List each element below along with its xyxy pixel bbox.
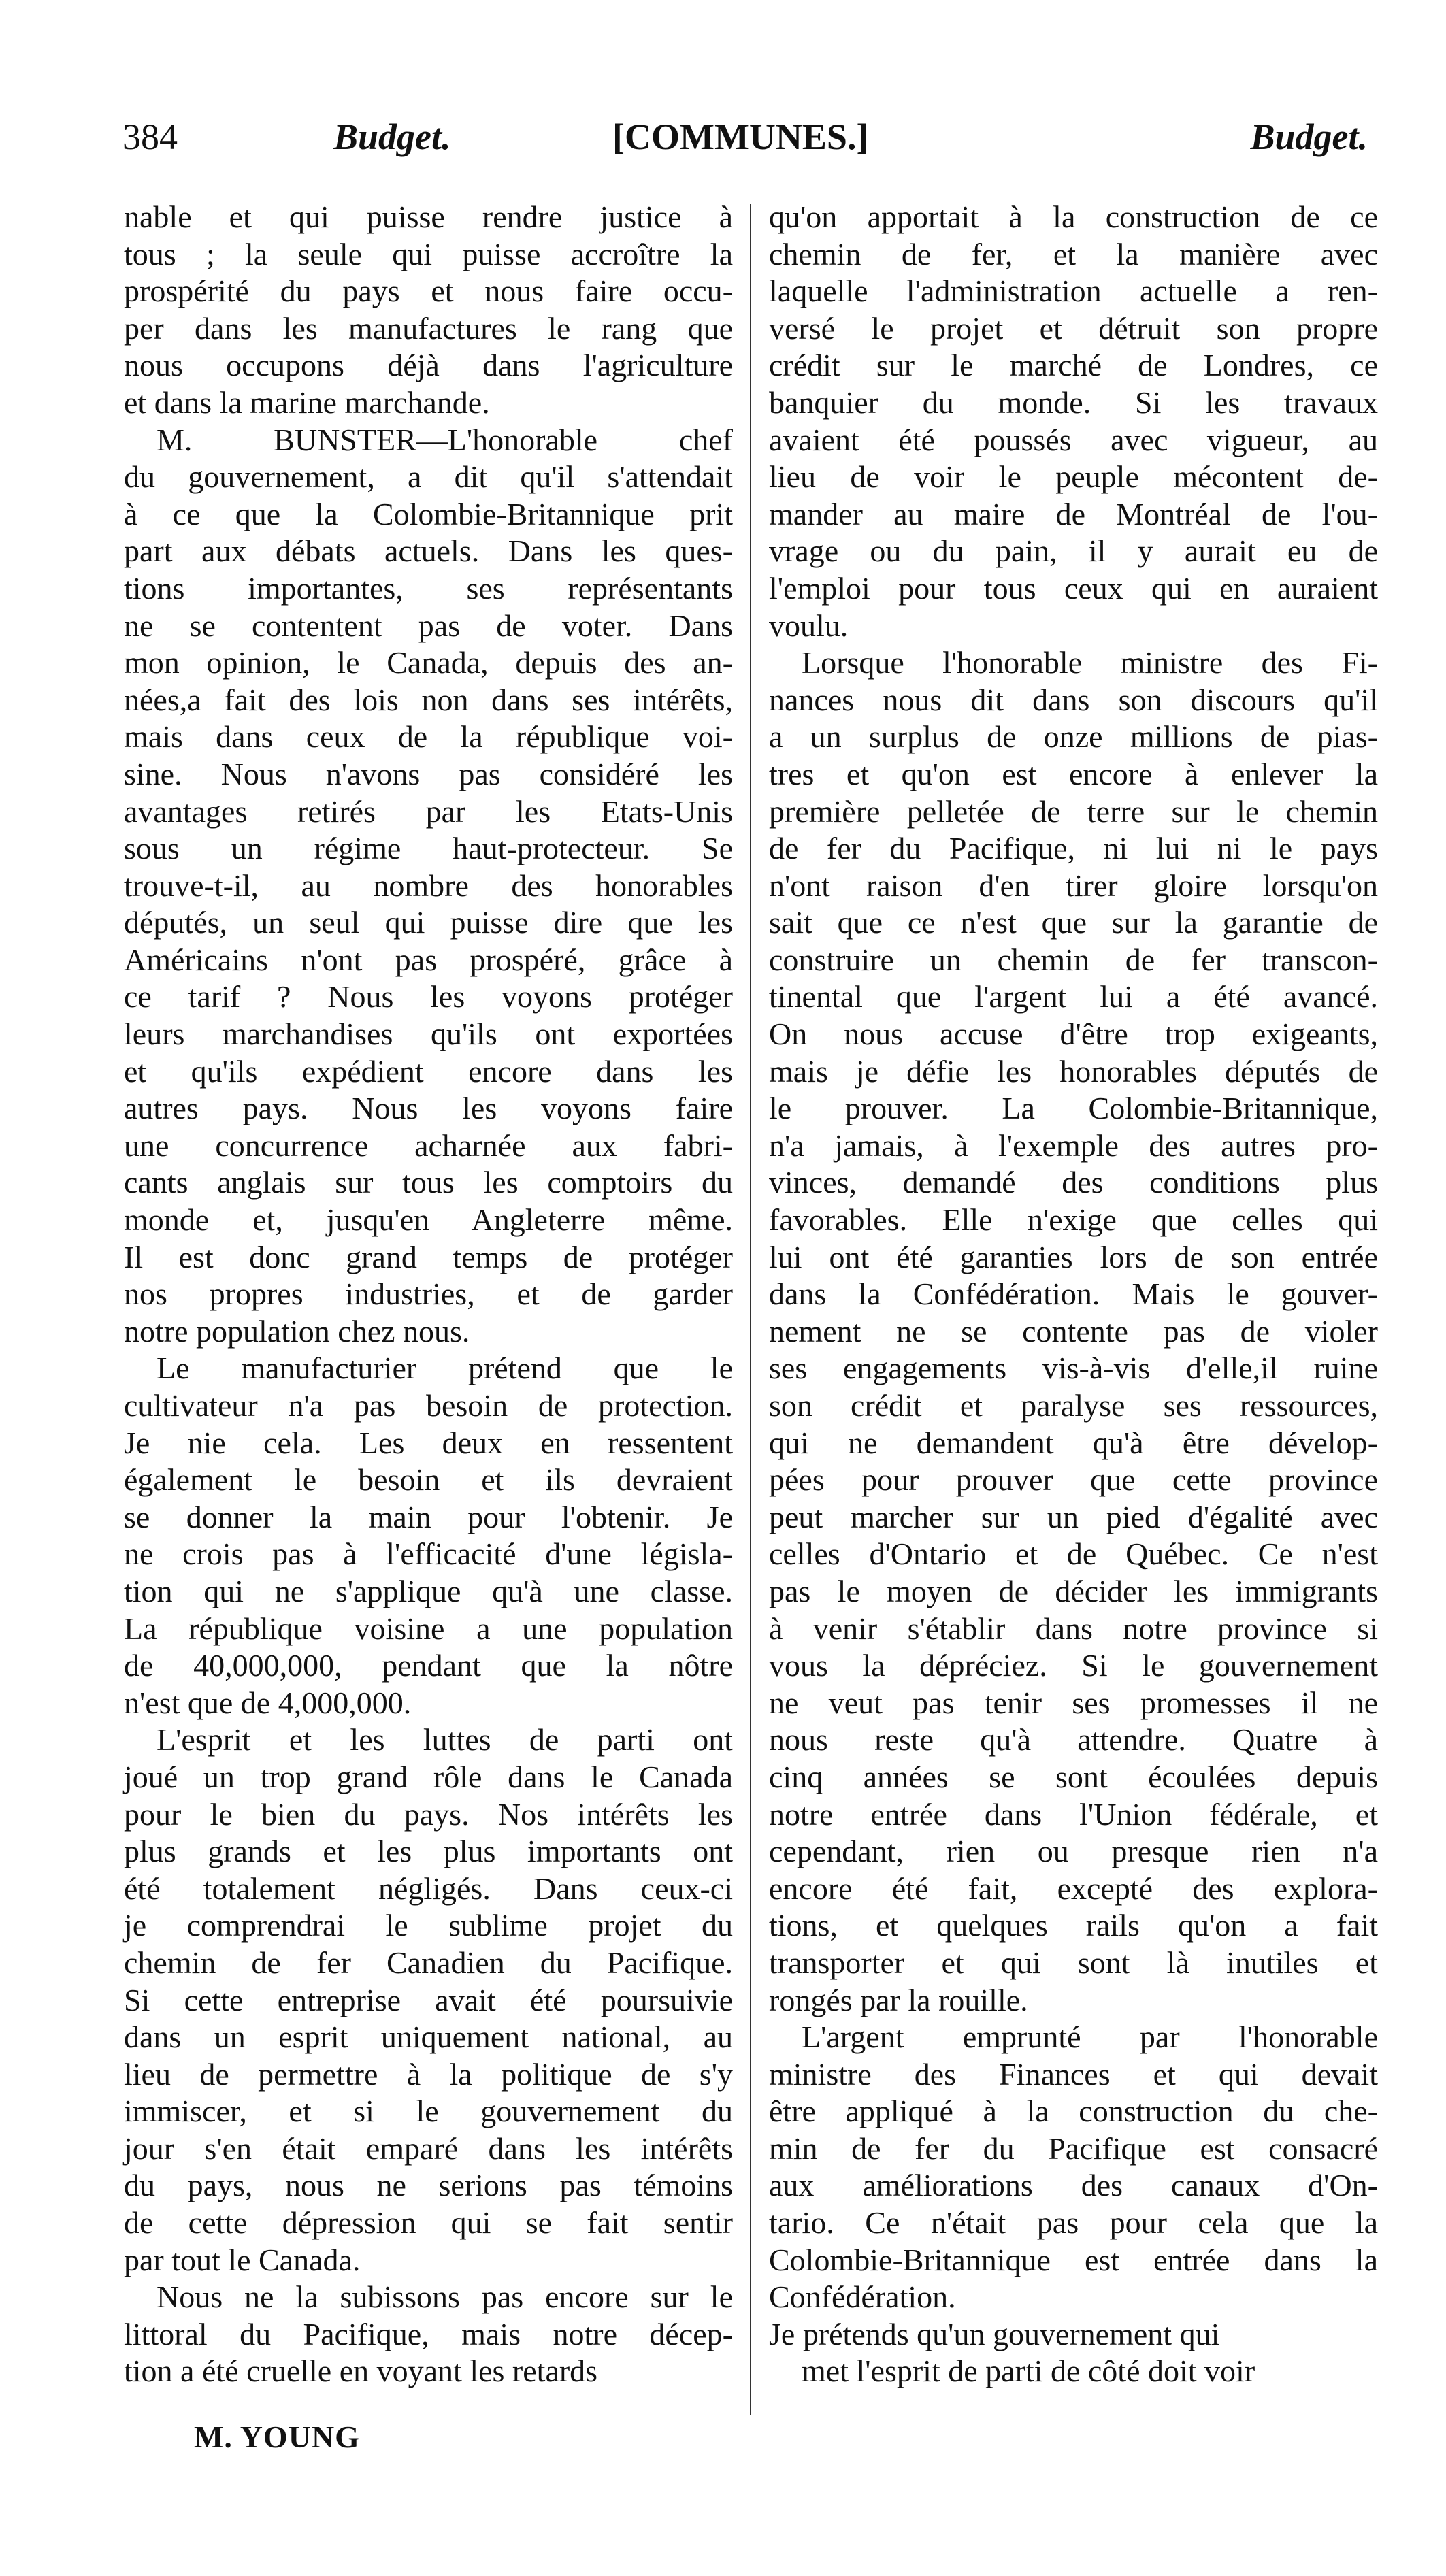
text-line: tinental que l'argent lui a été avancé.: [769, 979, 1378, 1014]
left-column: [124, 199, 733, 2390]
text-line: lieu de voir le peuple mécontent de-: [769, 459, 1378, 495]
text-line: Colombie-Britannique est entrée dans la: [769, 2242, 1378, 2277]
text-line: On nous accuse d'être trop exigeants,: [769, 1017, 1378, 1052]
text-line: min de fer du Pacifique est consacré: [769, 2130, 1378, 2166]
text-line: chemin de fer, et la manière avec: [769, 236, 1378, 271]
text-line: ce tarif ? Nous les voyons protéger: [124, 979, 733, 1014]
text-line: n'a jamais, à l'exemple des autres pro-: [769, 1127, 1378, 1163]
text-line: du pays, nous ne serions pas témoins: [124, 2168, 733, 2203]
text-line: vrage ou du pain, il y aurait eu de: [769, 533, 1378, 569]
text-line: et dans la marine marchande.: [124, 384, 490, 420]
text-line: versé le projet et détruit son propre: [769, 310, 1378, 346]
text-line: banquier du monde. Si les travaux: [769, 384, 1378, 420]
text-line: tions, et quelques rails qu'on a fait: [769, 1908, 1378, 1943]
text-line: se donner la main pour l'obtenir. Je: [124, 1499, 733, 1534]
text-line: mais dans ceux de la république voi-: [124, 719, 733, 755]
text-line: pées pour prouver que cette province: [769, 1462, 1378, 1498]
text-line: autres pays. Nous les voyons faire: [124, 1091, 733, 1126]
column-divider: [750, 204, 751, 2415]
text-line: L'esprit et les luttes de parti ont: [157, 1722, 733, 1757]
text-line: laquelle l'administration actuelle a ren-: [769, 274, 1378, 309]
text-line: Américains n'ont pas prospéré, grâce à: [124, 942, 733, 977]
text-line: notre population chez nous.: [124, 1313, 470, 1349]
text-line: avaient été poussés avec vigueur, au: [769, 422, 1378, 457]
text-line: aux améliorations des canaux d'On-: [769, 2168, 1378, 2203]
text-line: prospérité du pays et nous faire occu-: [124, 274, 733, 309]
text-line: par tout le Canada.: [124, 2242, 361, 2277]
text-line: également le besoin et ils devraient: [124, 1462, 733, 1498]
speaker-signoff: M. YOUNG: [194, 2420, 360, 2454]
text-line: qui ne demandent qu'à être dévelop-: [769, 1425, 1378, 1460]
text-line: ne se contentent pas de voter. Dans: [124, 608, 733, 643]
text-line: une concurrence acharnée aux fabri-: [124, 1127, 733, 1163]
text-line: per dans les manufactures le rang que: [124, 310, 733, 346]
text-line: pas le moyen de décider les immigrants: [769, 1573, 1378, 1608]
text-line: sait que ce n'est que sur la garantie de: [769, 905, 1378, 940]
text-line: tions importantes, ses représentants: [124, 570, 733, 606]
text-line: nous reste qu'à attendre. Quatre à: [769, 1722, 1378, 1757]
text-line: à venir s'établir dans notre province si: [769, 1611, 1378, 1646]
text-line: joué un trop grand rôle dans le Canada: [124, 1759, 733, 1794]
right-column: [769, 199, 1378, 2390]
text-line: Lorsque l'honorable ministre des Fi-: [802, 645, 1378, 680]
text-line: construire un chemin de fer transcon-: [769, 942, 1378, 977]
text-line: n'ont raison d'en tirer gloire lorsqu'on: [769, 868, 1378, 903]
text-line: tres et qu'on est encore à enlever la: [769, 756, 1378, 791]
text-line: Nous ne la subissons pas encore sur le: [157, 2279, 733, 2315]
text-line: première pelletée de terre sur le chemin: [769, 793, 1378, 829]
text-line: plus grands et les plus importants ont: [124, 1834, 733, 1869]
text-line: favorables. Elle n'exige que celles qui: [769, 1202, 1378, 1238]
text-line: l'emploi pour tous ceux qui en auraient: [769, 570, 1378, 606]
text-line: nos propres industries, et de garder: [124, 1276, 733, 1312]
text-line: sine. Nous n'avons pas considéré les: [124, 756, 733, 791]
text-line: transporter et qui sont là inutiles et: [769, 1945, 1378, 1980]
running-head-center: [COMMUNES.]: [612, 116, 869, 157]
text-line: ministre des Finances et qui devait: [769, 2056, 1378, 2092]
text-line: jour s'en était emparé dans les intérêts: [124, 2130, 733, 2166]
text-line: mon opinion, le Canada, depuis des an-: [124, 645, 733, 680]
running-head-right: Budget.: [1250, 116, 1368, 157]
text-line: cependant, rien ou presque rien n'a: [769, 1834, 1378, 1869]
text-line: Confédération.: [769, 2279, 956, 2315]
text-line: tion qui ne s'applique qu'à une classe.: [124, 1573, 733, 1608]
text-line: de 40,000,000, pendant que la nôtre: [124, 1648, 733, 1683]
text-line: leurs marchandises qu'ils ont exportées: [124, 1017, 733, 1052]
text-line: du gouvernement, a dit qu'il s'attendait: [124, 459, 733, 495]
text-line: qu'on apportait à la construction de ce: [769, 199, 1378, 234]
text-line: tario. Ce n'était pas pour cela que la: [769, 2205, 1378, 2241]
text-line: lieu de permettre à la politique de s'y: [124, 2056, 733, 2092]
text-line: L'argent emprunté par l'honorable: [802, 2019, 1378, 2055]
text-line: de fer du Pacifique, ni lui ni le pays: [769, 831, 1378, 866]
text-line: avantages retirés par les Etats-Unis: [124, 793, 733, 829]
text-line: nable et qui puisse rendre justice à: [124, 199, 733, 234]
text-line: crédit sur le marché de Londres, ce: [769, 348, 1378, 383]
text-line: part aux débats actuels. Dans les ques-: [124, 533, 733, 569]
text-line: mander au maire de Montréal de l'ou-: [769, 496, 1378, 531]
text-line: nement ne se contente pas de violer: [769, 1313, 1378, 1349]
text-line: être appliqué à la construction du che-: [769, 2094, 1378, 2129]
text-line: a un surplus de onze millions de pias-: [769, 719, 1378, 755]
text-line: chemin de fer Canadien du Pacifique.: [124, 1945, 733, 1980]
text-line: été totalement négligés. Dans ceux-ci: [124, 1870, 733, 1906]
text-line: Je prétends qu'un gouvernement qui: [769, 2316, 1220, 2351]
text-line: tion a été cruelle en voyant les retards: [124, 2354, 598, 2389]
text-line: peut marcher sur un pied d'égalité avec: [769, 1499, 1378, 1534]
text-line: de cette dépression qui se fait sentir: [124, 2205, 733, 2241]
text-line: trouve-t-il, au nombre des honorables: [124, 868, 733, 903]
text-line: monde et, jusqu'en Angleterre même.: [124, 1202, 733, 1238]
text-line: met l'esprit de parti de côté doit voir: [802, 2354, 1255, 2389]
text-line: Le manufacturier prétend que le: [157, 1351, 733, 1386]
text-line: cants anglais sur tous les comptoirs du: [124, 1165, 733, 1200]
text-line: son crédit et paralyse ses ressources,: [769, 1388, 1378, 1423]
text-line: dans la Confédération. Mais le gouver-: [769, 1276, 1378, 1312]
text-line: vous la dépréciez. Si le gouvernement: [769, 1648, 1378, 1683]
text-line: La république voisine a une population: [124, 1611, 733, 1646]
text-line: littoral du Pacifique, mais notre décep-: [124, 2316, 733, 2351]
page-number: 384: [122, 116, 178, 157]
text-line: nées,a fait des lois non dans ses intérêts,: [124, 682, 733, 717]
text-line: celles d'Ontario et de Québec. Ce n'est: [769, 1536, 1378, 1572]
text-line: Je nie cela. Les deux en ressentent: [124, 1425, 733, 1460]
text-line: rongés par la rouille.: [769, 1982, 1028, 2017]
text-line: dans un esprit uniquement national, au: [124, 2019, 733, 2055]
text-line: n'est que de 4,000,000.: [124, 1685, 412, 1720]
text-line: ses engagements vis-à-vis d'elle,il ruine: [769, 1351, 1378, 1386]
text-line: députés, un seul qui puisse dire que les: [124, 905, 733, 940]
text-line: nous occupons déjà dans l'agriculture: [124, 348, 733, 383]
text-line: nances nous dit dans son discours qu'il: [769, 682, 1378, 717]
text-line: vinces, demandé des conditions plus: [769, 1165, 1378, 1200]
text-line: Si cette entreprise avait été poursuivie: [124, 1982, 733, 2017]
text-line: je comprendrai le sublime projet du: [124, 1908, 733, 1943]
page-header: [122, 116, 1368, 177]
text-line: cultivateur n'a pas besoin de protection.: [124, 1388, 733, 1423]
text-line: immiscer, et si le gouvernement du: [124, 2094, 733, 2129]
text-line: ne veut pas tenir ses promesses il ne: [769, 1685, 1378, 1720]
text-line: M. BUNSTER—L'honorable chef: [157, 422, 733, 457]
text-line: lui ont été garanties lors de son entrée: [769, 1239, 1378, 1274]
text-line: Il est donc grand temps de protéger: [124, 1239, 733, 1274]
text-line: tous ; la seule qui puisse accroître la: [124, 236, 733, 271]
text-line: à ce que la Colombie-Britannique prit: [124, 496, 733, 531]
text-line: cinq années se sont écoulées depuis: [769, 1759, 1378, 1794]
text-line: ne crois pas à l'efficacité d'une législa-: [124, 1536, 733, 1572]
text-line: le prouver. La Colombie-Britannique,: [769, 1091, 1378, 1126]
text-line: voulu.: [769, 608, 849, 643]
running-head-left: Budget.: [333, 116, 451, 157]
text-line: et qu'ils expédient encore dans les: [124, 1053, 733, 1089]
text-line: notre entrée dans l'Union fédérale, et: [769, 1796, 1378, 1832]
text-line: pour le bien du pays. Nos intérêts les: [124, 1796, 733, 1832]
text-line: encore été fait, excepté des explora-: [769, 1870, 1378, 1906]
text-line: sous un régime haut-protecteur. Se: [124, 831, 733, 866]
text-line: mais je défie les honorables députés de: [769, 1053, 1378, 1089]
